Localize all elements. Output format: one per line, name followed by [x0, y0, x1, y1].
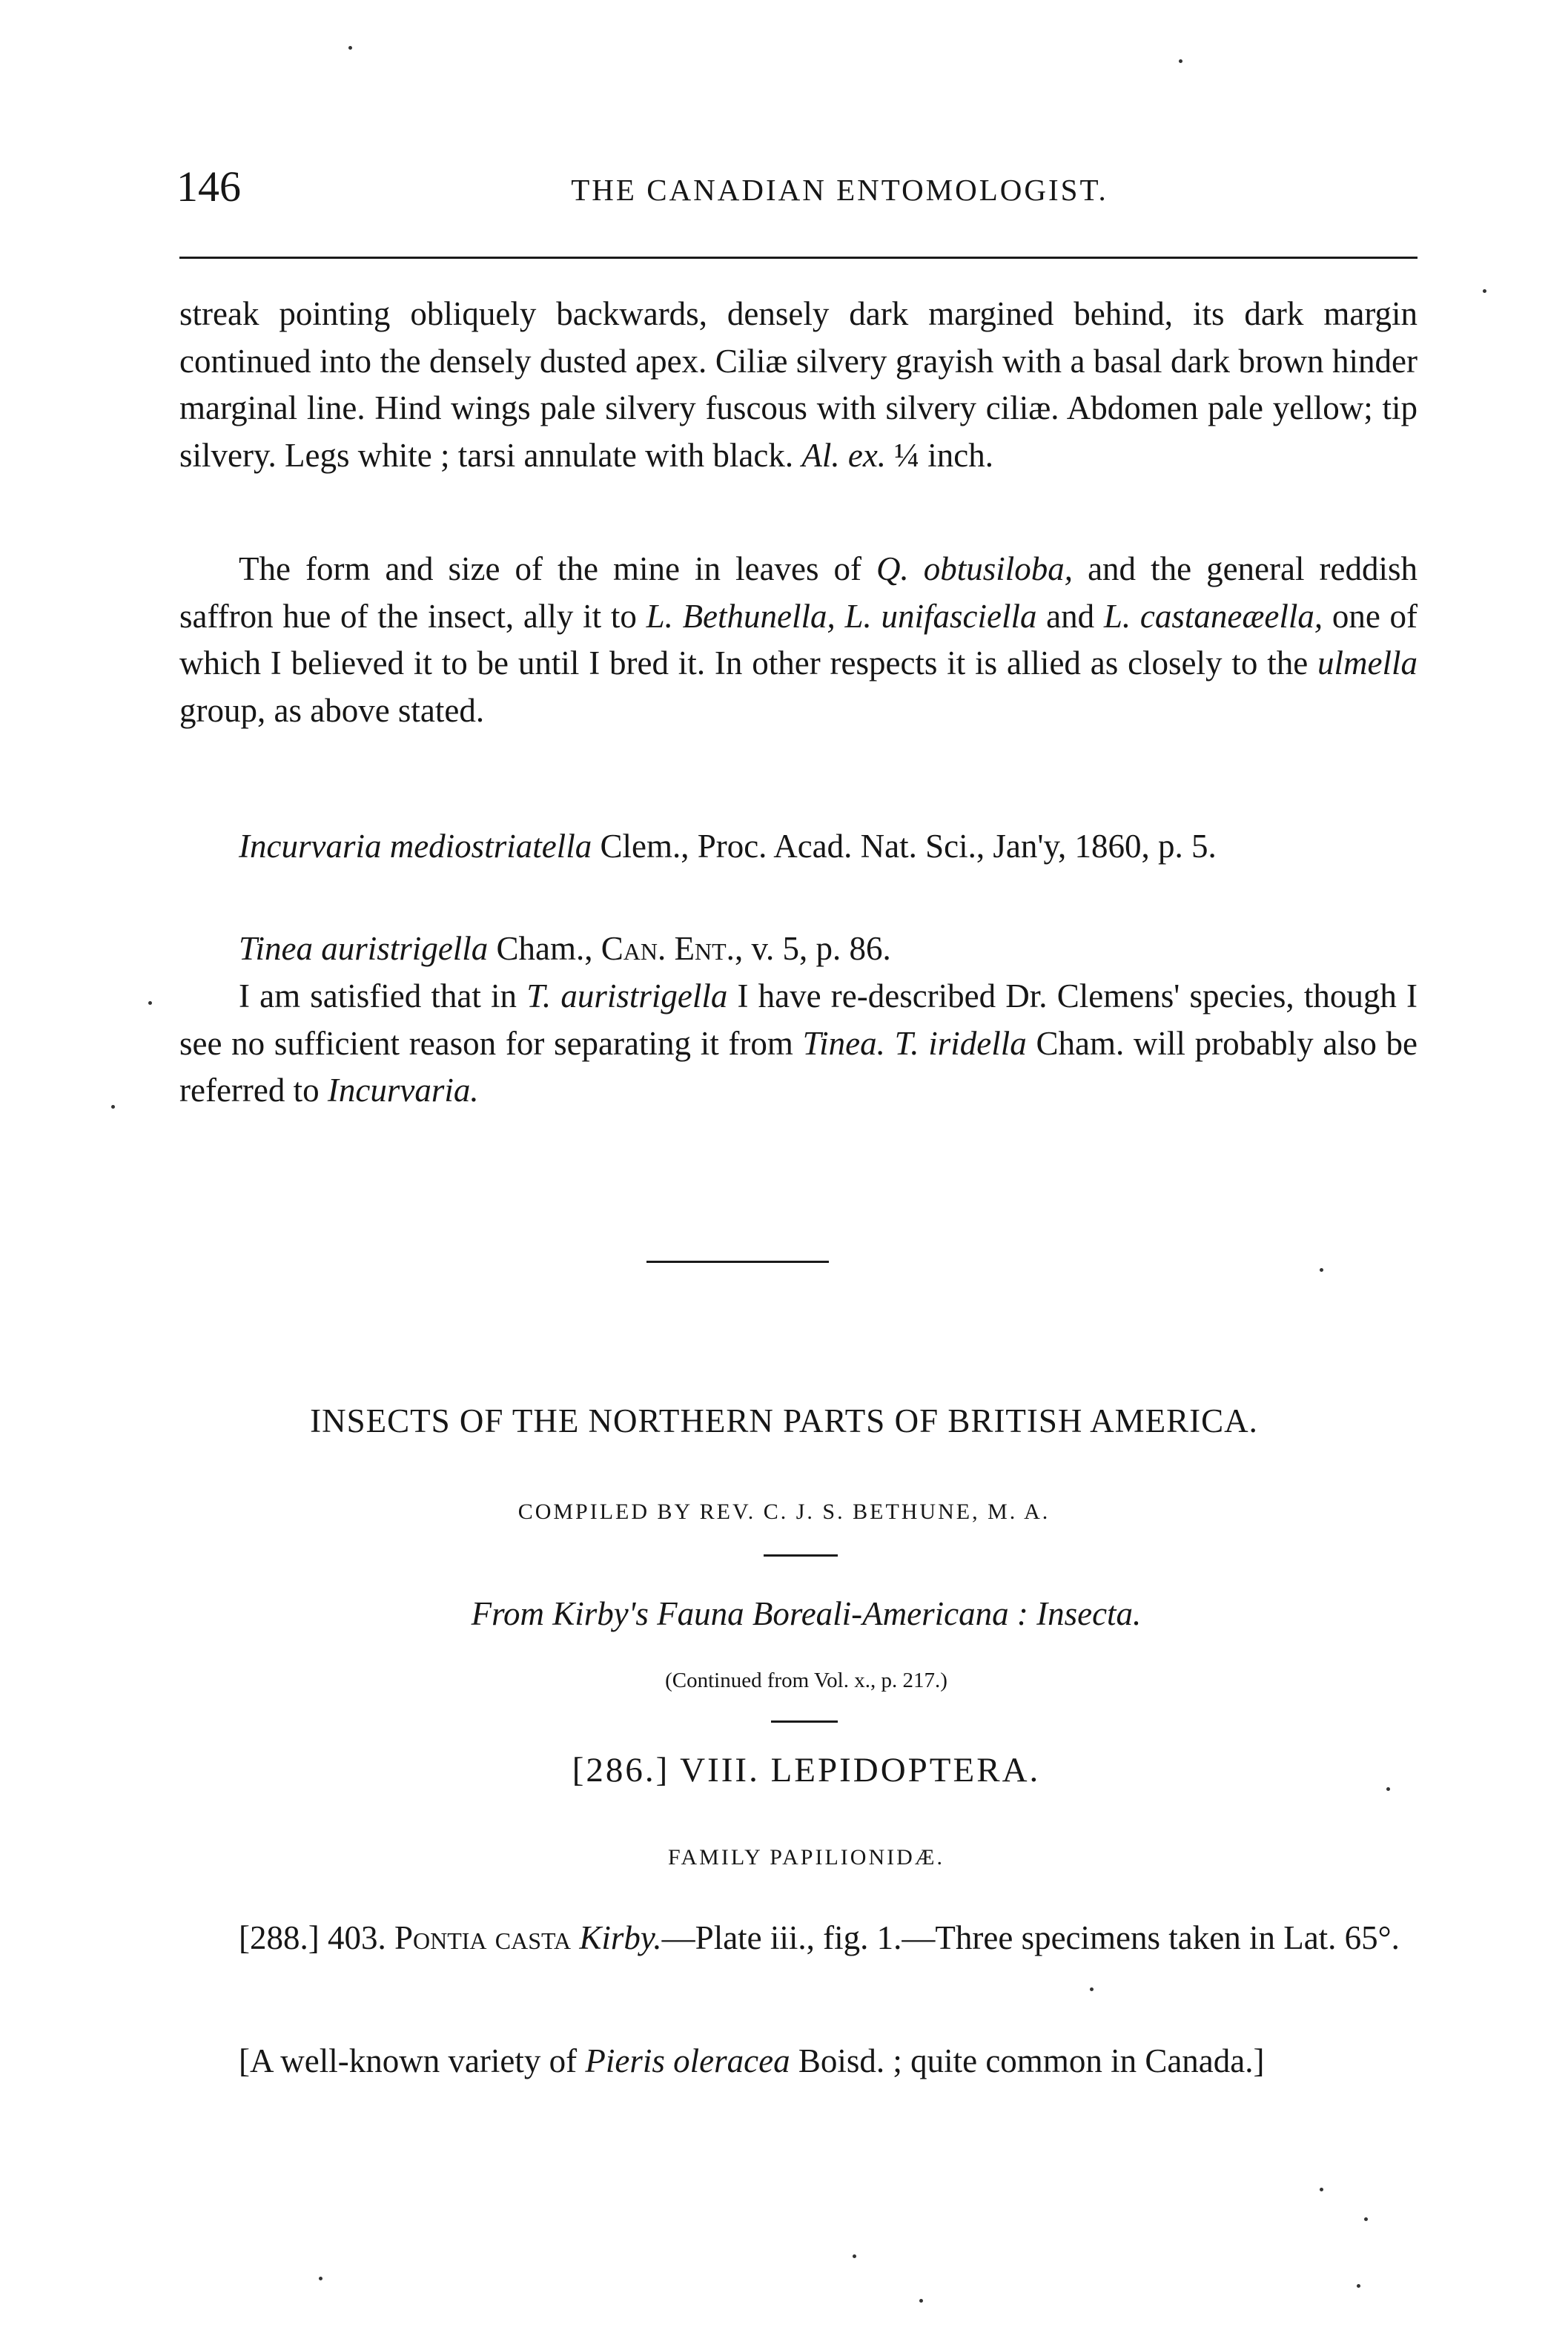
text-span: Cham. will probably also be referred to [179, 1024, 1418, 1109]
order-heading: [286.] VIII. LEPIDOPTERA. [572, 1751, 1041, 1789]
italic-span: Fauna Boreali-Americana : Insecta. [657, 1595, 1142, 1632]
italic-span: Incurvaria. [327, 1072, 479, 1109]
text-span: group, as above stated. [179, 691, 485, 729]
scan-speck [348, 46, 352, 50]
compiler-line: COMPILED BY REV. C. J. S. BETHUNE, M. A. [517, 1499, 1051, 1524]
source-line [0, 1594, 1568, 1633]
editor-note [179, 2038, 1418, 2085]
continued-note: (Continued from Vol. x., p. 217.) [665, 1669, 947, 1692]
species-entry [179, 1915, 1418, 1962]
italic-span: Al. ex. [801, 436, 887, 474]
scan-speck [319, 2277, 322, 2280]
text-span: Clem., Proc. Acad. Nat. Sci., Jan'y, 1860, p. 5. [592, 828, 1217, 865]
paragraph-affinities [179, 546, 1418, 734]
paragraph-description [179, 291, 1418, 479]
scan-speck [1357, 2284, 1360, 2288]
italic-span: T. iridella [894, 1024, 1027, 1062]
header-rule [179, 257, 1418, 259]
scan-speck [1320, 2188, 1323, 2191]
text-span: one of which I believed it to be until I bred it. In other respects it is allied as closely to the [179, 597, 1418, 682]
text-span: —Plate iii., fig. 1.—Three specimens taken in Lat. 65°. [661, 1919, 1400, 1956]
citation-incurvaria [179, 823, 1418, 871]
smallcaps-span: Pontia casta [394, 1919, 572, 1956]
scan-speck [1483, 289, 1486, 293]
italic-span: From Kirby's [471, 1595, 658, 1632]
scan-speck [1179, 59, 1182, 63]
text-span: and the general reddish saffron hue of the insect, ally it to [179, 550, 1418, 635]
scan-speck [1320, 1268, 1323, 1272]
running-head: THE CANADIAN ENTOMOLOGIST. [571, 173, 1108, 207]
text-span: streak pointing obliquely backwards, densely dark margined behind, its dark margin continued into the densely dusted apex. Ciliæ silvery grayish with a basal dark brown hinder marginal line. Hind wings pale silvery fuscous with silvery ciliæ. Abdomen pale yellow; tip silvery. Legs white ; tarsi annulate with black. [179, 295, 1418, 474]
family-heading: FAMILY PAPILIONIDÆ. [668, 1845, 945, 1870]
italic-span: Pieris oleracea [585, 2042, 790, 2079]
italic-span: ulmella [1317, 644, 1418, 682]
section-divider [646, 1261, 829, 1263]
text-span: ¼ inch. [886, 436, 994, 474]
smallcaps-span: Can. Ent. [601, 930, 735, 967]
paragraph-remarks [179, 973, 1418, 1115]
scan-speck [1090, 1987, 1094, 1991]
scan-speck [1386, 1787, 1390, 1791]
italic-span: T. auristrigella [526, 977, 728, 1014]
text-span [571, 1919, 579, 1956]
italic-span: L. Bethunella, L. unifasciella [646, 597, 1037, 635]
text-span: , v. 5, p. 86. [734, 930, 891, 967]
text-span: [288.] 403. [239, 1919, 394, 1956]
text-span: [A well-known variety of [239, 2042, 586, 2079]
italic-span: Tinea. [802, 1024, 885, 1062]
italic-span: Q. obtusiloba, [876, 550, 1074, 587]
scan-speck [919, 2299, 923, 2303]
text-span [885, 1025, 895, 1062]
citation-tinea [179, 926, 1418, 973]
text-span: Boisd. ; quite common in Canada.] [790, 2042, 1265, 2079]
scan-speck [111, 1105, 115, 1109]
italic-span: Kirby. [579, 1919, 662, 1956]
text-span: and [1036, 597, 1104, 635]
scan-speck [1364, 2217, 1368, 2221]
italic-span: L. castaneæella, [1103, 597, 1323, 635]
short-rule [764, 1554, 838, 1557]
section-title: INSECTS OF THE NORTHERN PARTS OF BRITISH AMERICA. [310, 1402, 1258, 1439]
scan-speck [853, 2254, 856, 2258]
text-span: I have re-described Dr. Clemens' species, though I see no sufficient reason for separating it from [179, 977, 1418, 1062]
page-number: 146 [176, 162, 241, 211]
text-span: I am satisfied that in [239, 977, 527, 1014]
scan-speck [148, 1001, 152, 1005]
italic-span: Tinea auristrigella [239, 930, 489, 967]
italic-span: Incurvaria mediostriatella [239, 828, 592, 865]
text-span: Cham., [488, 930, 601, 967]
short-rule [771, 1720, 838, 1723]
text-span: The form and size of the mine in leaves of [239, 550, 876, 587]
